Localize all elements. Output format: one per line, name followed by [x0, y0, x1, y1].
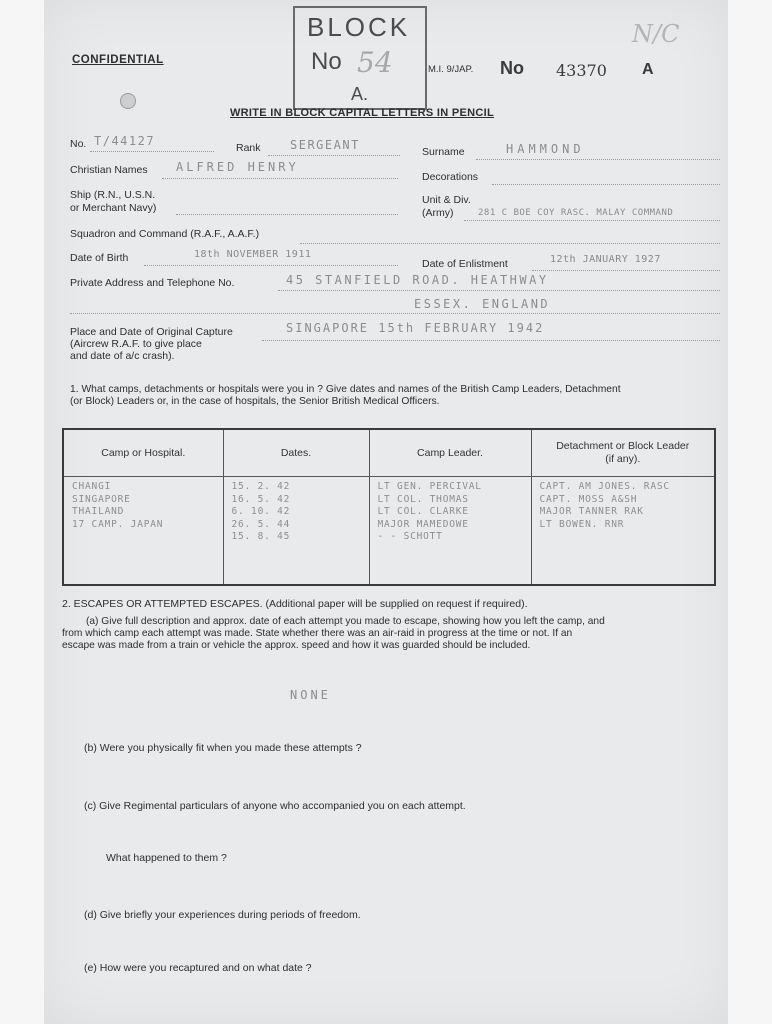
serial-no-label: No	[500, 58, 524, 78]
list-item: MAJOR MAMEDOWE	[377, 518, 469, 530]
section1-question-line-2: (or Block) Leaders or, in the case of hospitals, the Senior British Medical Officers.	[70, 396, 440, 407]
list-item: LT COL. CLARKE	[377, 506, 469, 517]
unit-label: Unit & Div.	[422, 194, 471, 206]
ship-label: Ship (R.N., U.S.N.	[70, 189, 156, 201]
col-block-leader-header: Detachment or Block Leader (if any).	[531, 429, 715, 477]
list-item: 15. 2. 42	[231, 481, 291, 492]
capture-label-2: (Aircrew R.A.F. to give place	[70, 338, 202, 350]
stamp-title: BLOCK	[307, 12, 411, 42]
dob-label: Date of Birth	[70, 252, 129, 264]
unit-label-2: (Army)	[422, 207, 454, 219]
list-item: LT BOWEN. RNR	[539, 518, 625, 530]
capture-value: SINGAPORE 15th FEBRUARY 1942	[286, 321, 545, 335]
enlistment-label: Date of Enlistment	[422, 258, 508, 270]
instruction-heading: WRITE IN BLOCK CAPITAL LETTERS IN PENCIL	[230, 107, 494, 119]
list-item: SINGAPORE	[72, 493, 131, 505]
list-item: 15. 8. 45	[231, 531, 291, 542]
camp-leaders-cell	[369, 477, 531, 586]
section2-d: (d) Give briefly your experiences during periods of freedom.	[84, 909, 361, 921]
address-label: Private Address and Telephone No.	[70, 277, 235, 289]
section2-c-sub: What happened to them ?	[106, 852, 227, 864]
list-item: THAILAND	[72, 506, 125, 517]
list-item: MAJOR TANNER RAK	[539, 506, 644, 517]
dob-value: 18th NOVEMBER 1911	[194, 249, 312, 260]
section2-c: (c) Give Regimental particulars of anyone who accompanied you on each attempt.	[84, 800, 466, 812]
serial-number: 43370	[556, 61, 607, 80]
christian-names-value: ALFRED HENRY	[176, 160, 299, 174]
col-camp-header: Camp or Hospital.	[63, 429, 223, 477]
list-item: CAPT. MOSS A&SH	[539, 493, 638, 505]
rank-label: Rank	[236, 142, 261, 154]
section2-a	[62, 616, 712, 652]
capture-label-3: and date of a/c crash).	[70, 350, 175, 362]
stamp-letter: A.	[351, 84, 369, 104]
stamp-number: 54	[357, 46, 393, 79]
block-leaders-cell	[531, 477, 715, 586]
list-item: LT GEN. PERCIVAL	[377, 481, 482, 492]
form-reference: M.I. 9/JAP.	[428, 64, 474, 75]
enlistment-value: 12th JANUARY 1927	[550, 254, 661, 265]
list-item: 16. 5. 42	[231, 493, 291, 505]
block-stamp	[293, 6, 427, 110]
surname-value: HAMMOND	[506, 142, 585, 156]
corner-note: N/C	[632, 20, 680, 48]
address-line-2: ESSEX. ENGLAND	[414, 297, 551, 311]
dates-cell	[223, 477, 369, 586]
list-item: - - SCHOTT	[377, 531, 443, 542]
christian-names-label: Christian Names	[70, 164, 148, 176]
section2-a-line-1: (a) Give full description and approx. date of each attempt you made to escape, showing how you left the camp, and	[86, 616, 605, 627]
punch-hole-icon	[120, 93, 136, 109]
ship-label-2: or Merchant Navy)	[70, 202, 157, 214]
section2-a-line-3: escape was made from a train or vehicle the approx. speed and how it was guarded should be included.	[62, 640, 531, 651]
unit-value: 281 C BOE COY RASC. MALAY COMMAND	[478, 208, 674, 218]
list-item: 6. 10. 42	[231, 506, 291, 517]
section2-a-line-2: from which camp each attempt was made. State whether there was an air-raid in progress at the time or not. If an	[62, 628, 573, 639]
decorations-label: Decorations	[422, 171, 479, 183]
capture-label: Place and Date of Original Capture	[70, 326, 233, 338]
list-item: 17 CAMP. JAPAN	[72, 518, 164, 530]
list-item: 26. 5. 44	[231, 518, 291, 530]
address-line-1: 45 STANFIELD ROAD. HEATHWAY	[286, 273, 549, 287]
section2-b: (b) Were you physically fit when you made these attempts ?	[84, 742, 362, 754]
no-value: T/44127	[94, 134, 156, 148]
section2-title: 2. ESCAPES OR ATTEMPTED ESCAPES. (Additional paper will be supplied on request if required).	[62, 598, 528, 610]
section1-question	[70, 384, 720, 408]
serial-letter: A	[642, 61, 654, 78]
section2-e: (e) How were you recaptured and on what date ?	[84, 962, 312, 974]
col-camp-leader-header: Camp Leader.	[369, 429, 531, 477]
confidential-label: CONFIDENTIAL	[72, 54, 164, 66]
squadron-label: Squadron and Command (R.A.F., A.A.F.)	[70, 228, 260, 240]
section1-question-line-1: 1. What camps, detachments or hospitals were you in ? Give dates and names of the British Camp Leaders, Detachment	[70, 384, 621, 395]
col-dates-header: Dates.	[223, 429, 369, 477]
surname-label: Surname	[422, 146, 465, 158]
stamp-no-label: No	[311, 48, 342, 75]
list-item: CHANGI	[72, 481, 112, 492]
no-label: No.	[70, 138, 87, 150]
list-item: CAPT. AM JONES. RASC	[539, 481, 670, 492]
camps-cell	[63, 477, 223, 586]
form-sheet	[44, 0, 728, 1024]
camps-table	[62, 428, 716, 586]
list-item: LT COL. THOMAS	[377, 493, 469, 505]
section2-a-answer: NONE	[290, 688, 331, 702]
rank-value: SERGEANT	[290, 138, 360, 152]
